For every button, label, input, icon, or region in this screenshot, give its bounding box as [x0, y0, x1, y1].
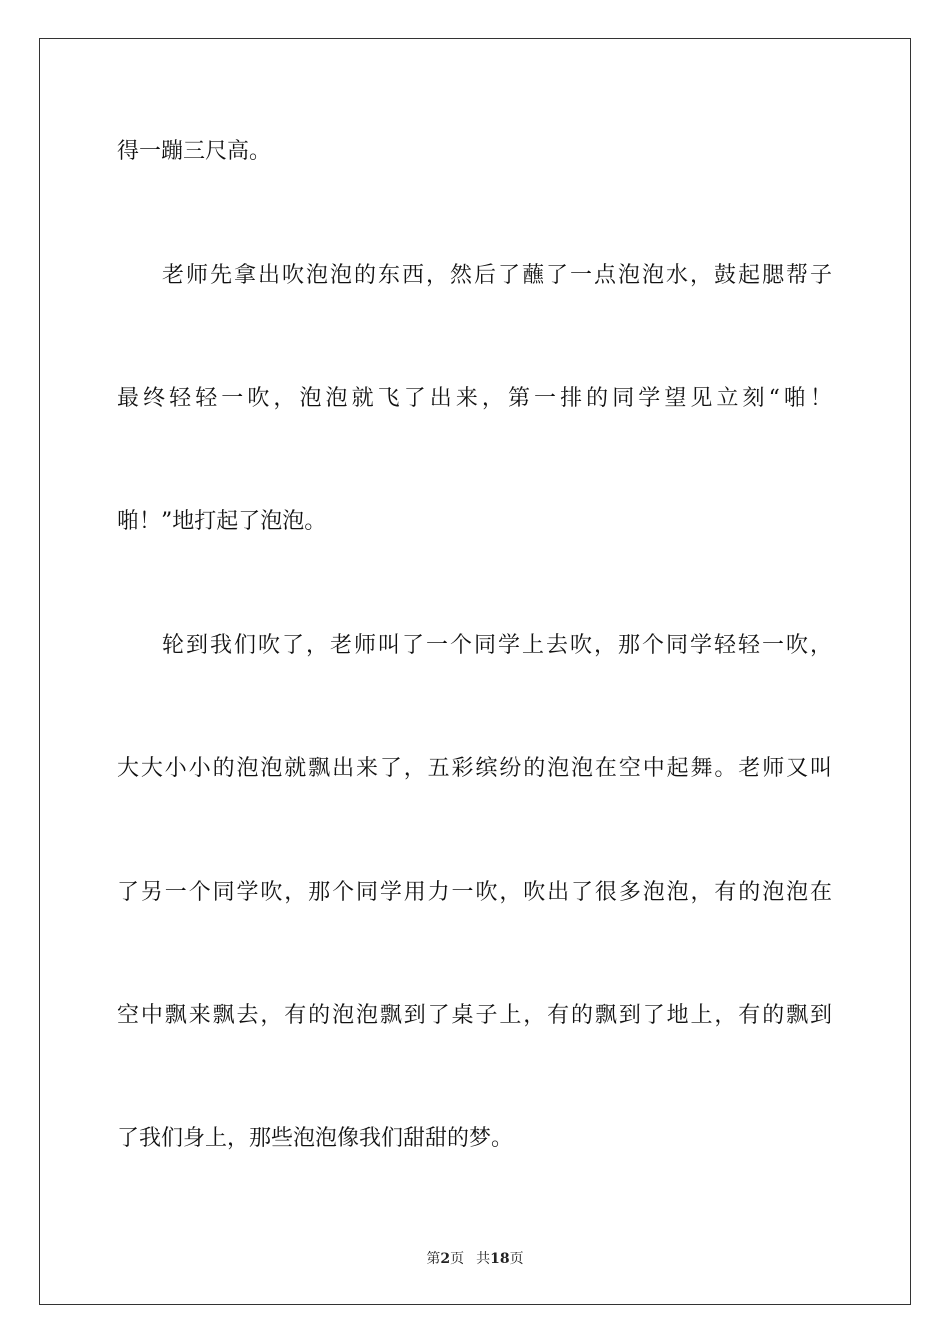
text-line: 大大小小的泡泡就飘出来了，五彩缤纷的泡泡在空中起舞。老师又叫: [117, 756, 832, 781]
paragraph-first-line: 老师先拿出吹泡泡的东西，然后了蘸了一点泡泡水，鼓起腮帮子: [162, 263, 832, 288]
footer-page-prefix: 第: [426, 1251, 441, 1267]
text-line: 空中飘来飘去，有的泡泡飘到了桌子上，有的飘到了地上，有的飘到: [117, 1003, 832, 1028]
footer-page-suffix: 页: [450, 1251, 465, 1267]
text-line: 最终轻轻一吹，泡泡就飞了出来，第一排的同学望见立刻“啪！: [117, 386, 832, 411]
page-footer: [0, 1248, 950, 1268]
footer-total-suffix: 页: [509, 1251, 524, 1267]
text-line: 了我们身上，那些泡泡像我们甜甜的梦。: [117, 1126, 514, 1151]
page-border: [39, 38, 911, 1305]
footer-page-number: 2: [440, 1251, 451, 1267]
text-line: 得一蹦三尺高。: [117, 139, 272, 164]
footer-total-prefix: 共: [476, 1251, 491, 1267]
text-line: 了另一个同学吹，那个同学用力一吹，吹出了很多泡泡，有的泡泡在: [117, 880, 832, 905]
text-line: 啪！”地打起了泡泡。: [117, 509, 327, 534]
paragraph-first-line: 轮到我们吹了，老师叫了一个同学上去吹，那个同学轻轻一吹，: [162, 633, 832, 658]
footer-total-pages: 18: [490, 1251, 510, 1267]
